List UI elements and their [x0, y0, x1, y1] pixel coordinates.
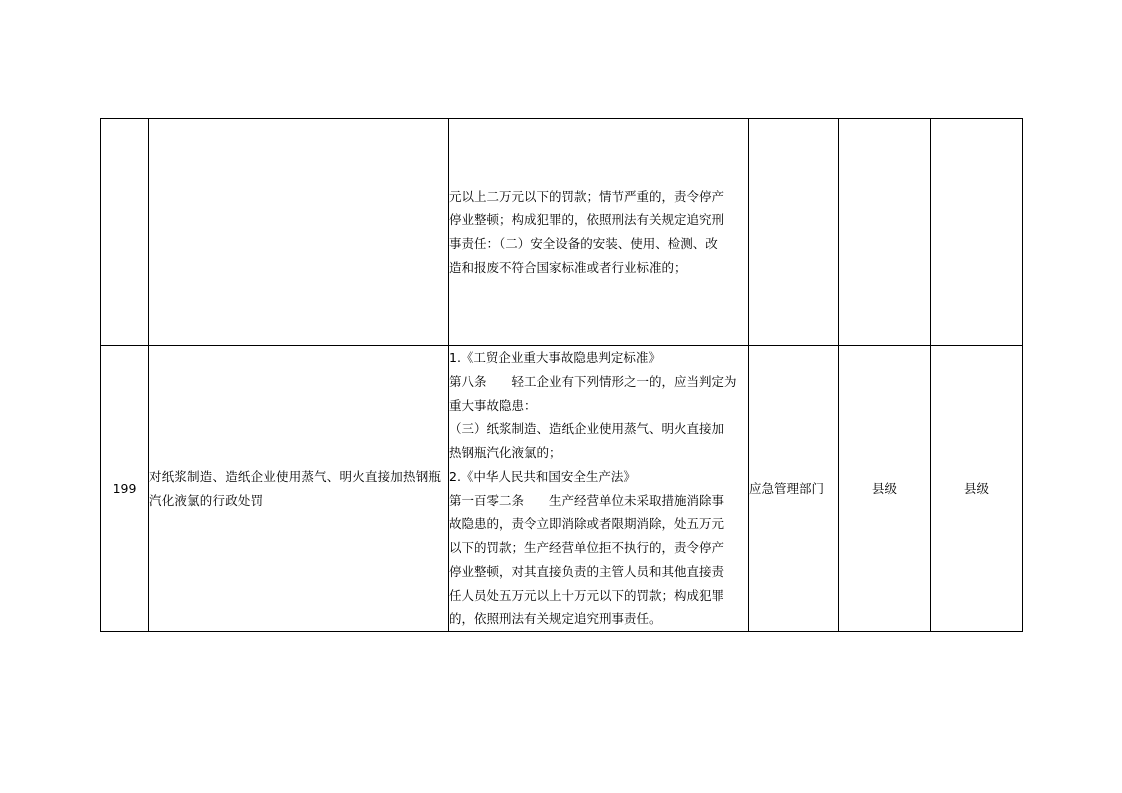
- legal-basis-line: 1.《工贸企业重大事故隐患判定标准》: [449, 350, 661, 365]
- legal-basis-line: 事责任：（二）安全设备的安装、使用、检测、改: [449, 236, 718, 251]
- item-name-cell: 对纸浆制造、造纸企业使用蒸气、明火直接加热钢瓶汽化液氯的行政处罚: [149, 346, 449, 632]
- department-cell: 应急管理部门: [749, 346, 839, 632]
- department-cell: [749, 119, 839, 346]
- legal-basis-line: 第一百零二条 生产经营单位未采取措施消除事: [449, 492, 725, 508]
- legal-basis-line: 元以上二万元以下的罚款；情节严重的，责令停产: [449, 188, 725, 204]
- legal-basis-line: （三）纸浆制造、造纸企业使用蒸气、明火直接加: [449, 421, 725, 437]
- legal-basis-line: 造和报废不符合国家标准或者行业标准的；: [449, 259, 687, 275]
- legal-basis-line: 重大事故隐患：: [449, 397, 537, 413]
- legal-basis-line: 的，依照刑法有关规定追究刑事责任。: [449, 611, 662, 627]
- level-2-cell: [931, 119, 1023, 346]
- legal-basis-cell: [449, 346, 749, 632]
- level-1-cell: [839, 119, 931, 346]
- level-2-cell: 县级: [931, 346, 1023, 632]
- item-name-cell: [149, 119, 449, 346]
- level-1-cell: 县级: [839, 346, 931, 632]
- legal-basis-line: 停业整顿，对其直接负责的主管人员和其他直接责: [449, 563, 725, 579]
- table-row: [101, 119, 1023, 346]
- administrative-penalty-table: [100, 118, 1023, 632]
- legal-basis-line: 2.《中华人民共和国安全生产法》: [449, 468, 636, 484]
- row-number-cell: [101, 119, 149, 346]
- legal-basis-line: 第八条 轻工企业有下列情形之一的，应当判定为: [449, 373, 737, 389]
- legal-basis-cell: [449, 119, 749, 346]
- legal-basis-line: 故隐患的，责令立即消除或者限期消除，处五万元: [449, 516, 725, 532]
- row-number-cell: 199: [101, 346, 149, 632]
- table-row: [101, 346, 1023, 632]
- legal-basis-line: 任人员处五万元以上十万元以下的罚款；构成犯罪: [449, 587, 725, 603]
- legal-basis-line: 以下的罚款；生产经营单位拒不执行的，责令停产: [449, 540, 725, 555]
- legal-basis-line: 停业整顿；构成犯罪的，依照刑法有关规定追究刑: [449, 212, 725, 228]
- legal-basis-line: 热钢瓶汽化液氯的；: [449, 445, 562, 460]
